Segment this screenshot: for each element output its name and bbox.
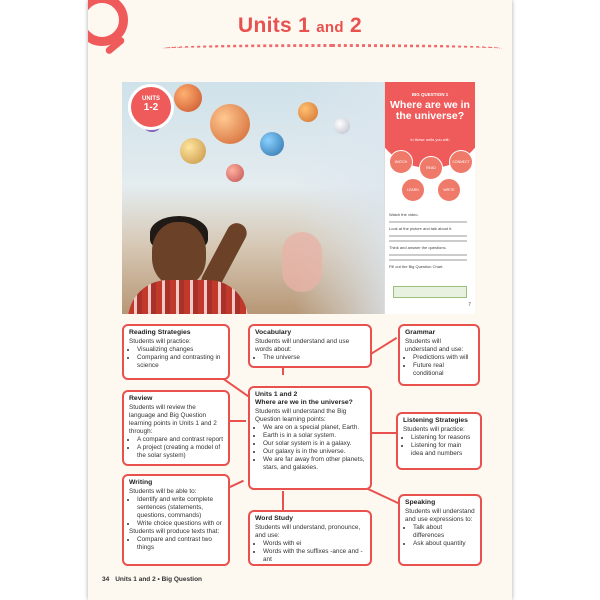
unit-opener-photo — [122, 82, 384, 314]
reading-strategies-box: Reading Strategies Students will practice: • Visualizing changes • Comparing and contrasting in science — [122, 324, 230, 380]
planet-model — [174, 84, 202, 112]
grammar-box: Grammar Students will understand and use: • Predictions with will • Future real conditional — [398, 324, 480, 386]
word-study-box: Word Study Students will understand, pronounce, and use: • Words with ei • Words with the suffixes -ance and -ant — [248, 510, 372, 566]
boy-face — [152, 222, 206, 286]
dotted-arc-decoration — [162, 44, 502, 53]
skill-circle: WATCH — [389, 150, 413, 174]
units-badge: UNITS 1-2 — [128, 84, 174, 130]
skill-circle: WRITE — [437, 178, 461, 202]
review-box: Review Students will review the language and Big Question learning points in Units 1 and 2 through: • A compare and contrast report • A project (creating a model of the solar system) — [122, 390, 230, 466]
page-title: Units 1 and 2 — [238, 14, 362, 37]
planet-model — [210, 104, 250, 144]
boy-shirt — [128, 280, 248, 314]
listening-strategies-box: Listening Strategies Students will practice: • Listening for reasons • Listening for main idea and numbers — [396, 412, 482, 470]
girl-background — [282, 232, 322, 292]
page-number: 34 — [102, 576, 110, 583]
skill-circle: CONNECT — [449, 150, 473, 174]
skill-circle: LEARN — [401, 178, 425, 202]
connector-line — [368, 488, 400, 504]
vocabulary-box: Vocabulary Students will understand and use words about: • The universe — [248, 324, 372, 368]
connector-line — [370, 432, 396, 434]
opener-page-thumbnail — [384, 82, 475, 314]
skill-circle: READ — [419, 156, 443, 180]
textbook-page — [88, 0, 512, 600]
big-question-center-box: Units 1 and 2 Where are we in the universe? Students will understand the Big Question learning points: • We are on a special planet, Earth. • Earth is in a solar system. • Our solar system is in a galaxy. • Our galaxy is in the universe. • We are far away from other planets, stars, and galaxies. — [248, 386, 372, 490]
big-question-chart-bar — [393, 286, 467, 298]
footer-text: Units 1 and 2 • Big Question — [115, 576, 203, 583]
speaking-box: Speaking Students will understand and use expressions to: • Talk about differences • Ask about quantity — [398, 494, 482, 566]
page-footer — [102, 576, 208, 583]
planet-model — [334, 118, 350, 134]
big-question-label: BIG QUESTION 1 — [411, 92, 449, 97]
writing-box: Writing Students will be able to: • Identify and write complete sentences (statements, questions, commands) • Write choice questions with or Students will produce texts that: • Compare and contrast two things — [122, 474, 230, 566]
planet-model — [226, 164, 244, 182]
planet-model — [298, 102, 318, 122]
planet-model — [180, 138, 206, 164]
big-question-title: Where are we in the universe? — [390, 99, 470, 122]
thumbnail-subtitle: In these units you will: — [410, 137, 450, 142]
thumbnail-task-list: Watch the video. Look at the picture and talk about it. Think and answer the questions. Fill out the Big Question Chart. — [389, 212, 473, 270]
planet-model — [260, 132, 284, 156]
thumbnail-page-number: 7 — [468, 302, 471, 308]
